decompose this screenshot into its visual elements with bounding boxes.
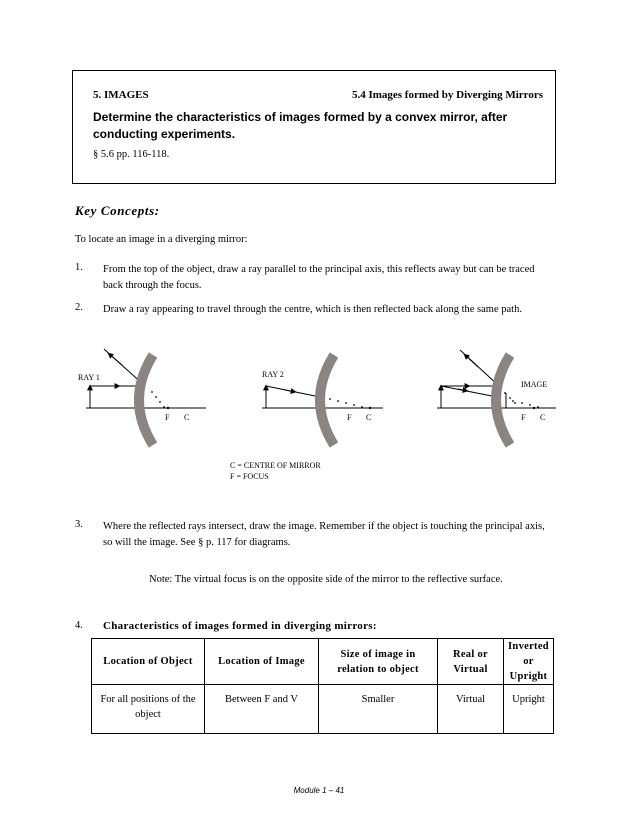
cell-location-image: Between F and V: [205, 685, 319, 734]
key-concepts-title: Key Concepts:: [75, 203, 160, 218]
convex-mirror: [139, 355, 153, 445]
table-row: [92, 685, 554, 734]
section-title: 5.4 Images formed by Diverging Mirrors: [351, 89, 543, 101]
header-real-virtual: Real or Virtual: [438, 639, 504, 685]
cell-location-object: For all positions of the object: [92, 685, 205, 734]
image-label: IMAGE: [521, 380, 548, 389]
intro-text: To locate an image in a diverging mirror:: [75, 234, 248, 245]
unit-title: 5. IMAGES: [93, 89, 149, 101]
ray-2-label: RAY 2: [262, 370, 284, 379]
centre-label-1: C: [184, 413, 190, 422]
characteristics-table: [91, 638, 554, 734]
page-footer: Module 1 – 41: [293, 786, 345, 795]
header-location-image: Location of Image: [205, 639, 319, 685]
item-2-text: Draw a ray appearing to travel through the centre, which is then reflected back along the same path.: [103, 304, 522, 315]
focus-label-3: F: [521, 413, 526, 422]
item-2-number: 2.: [75, 302, 83, 313]
header-size: Size of image in relation to object: [319, 639, 438, 685]
item-3-number: 3.: [75, 519, 83, 530]
centre-label-3: C: [540, 413, 546, 422]
diagram-ray-2: [262, 355, 383, 445]
note-text: Note: The virtual focus is on the opposite side of the mirror to the reflective surface.: [149, 574, 503, 585]
centre-label-2: C: [366, 413, 372, 422]
header-inverted-upright: Inverted or Upright: [504, 639, 554, 685]
convex-mirror: [320, 355, 334, 445]
focus-label-1: F: [165, 413, 170, 422]
item-1-text: From the top of the object, draw a ray parallel to the principal axis, this reflects away but can be traced back through the focus.: [103, 264, 535, 291]
item-3-text: Where the reflected rays intersect, draw the image. Remember if the object is touching the principal axis, so will the image. See § p. 117 for diagrams.: [103, 521, 545, 548]
cell-inverted-upright: Upright: [504, 685, 554, 734]
table-header-row: [92, 639, 554, 685]
diagram-ray-1: [86, 349, 206, 445]
ray-1-label: RAY 1: [78, 373, 100, 382]
item-4-title: Characteristics of images formed in diverging mirrors:: [103, 620, 377, 632]
focus-label-2: F: [347, 413, 352, 422]
header-location-object: Location of Object: [92, 639, 205, 685]
diagram-image: [437, 350, 556, 445]
item-4-number: 4.: [75, 620, 83, 631]
cell-real-virtual: Virtual: [438, 685, 504, 734]
legend-centre: C = CENTRE OF MIRROR: [230, 461, 321, 470]
legend-focus: F = FOCUS: [230, 472, 269, 481]
item-1-number: 1.: [75, 262, 83, 273]
cell-size: Smaller: [319, 685, 438, 734]
objective-text: Determine the characteristics of images formed by a convex mirror, after conducting experiments.: [93, 110, 508, 141]
convex-mirror: [496, 355, 510, 445]
reference-text: § 5.6 pp. 116-118.: [93, 149, 170, 160]
